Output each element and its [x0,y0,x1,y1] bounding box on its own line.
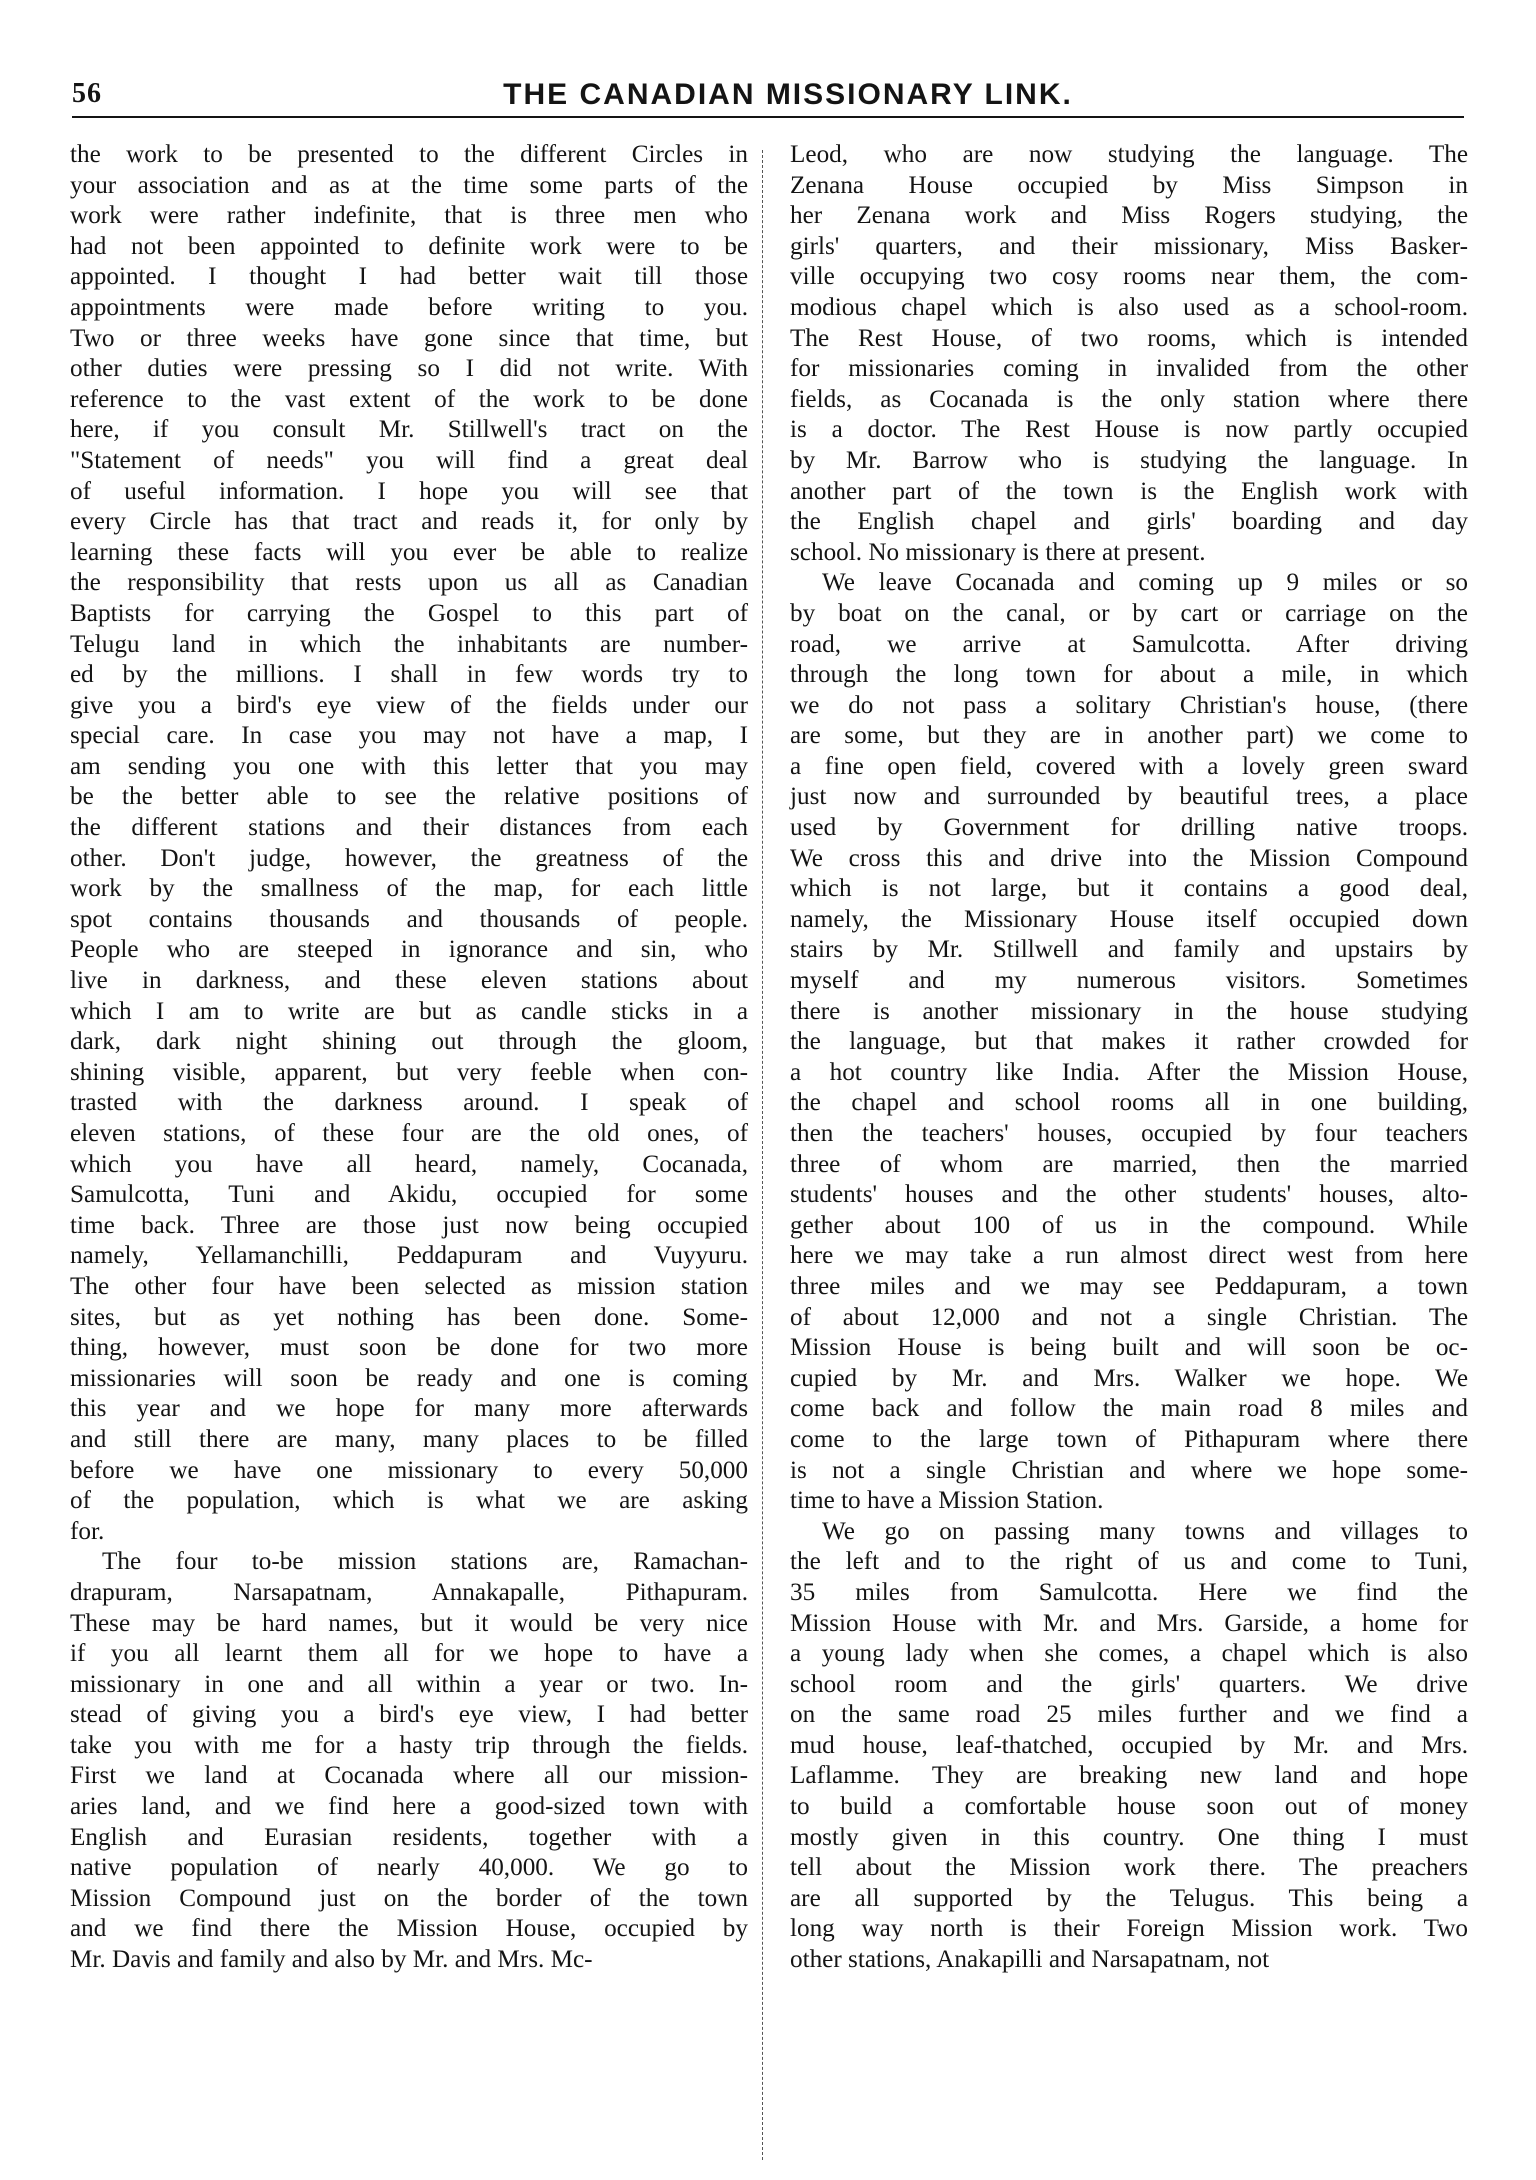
text-line: we do not pass a solitary Christian's house, (there [790,691,1468,719]
text-line: ed by the millions. I shall in few words try to [70,661,748,689]
text-line: work by the smallness of the map, for each little [70,875,748,903]
text-line: long way north is their Foreign Mission work. Two [790,1915,1468,1943]
text-line: cupied by Mr. and Mrs. Walker we hope. We [790,1364,1468,1392]
text-line: by boat on the canal, or by cart or carriage on the [790,599,1468,627]
text-line: We cross this and drive into the Mission Compound [790,844,1468,872]
text-line: We go on passing many towns and villages to [822,1517,1468,1545]
text-line: Baptists for carrying the Gospel to this part of [70,599,748,627]
paragraph [70,140,748,1547]
text-line: school room and the girls' quarters. We drive [790,1670,1468,1698]
text-line: on the same road 25 miles further and we find a [790,1701,1468,1729]
text-line: of the population, which is what we are asking [70,1487,748,1515]
text-line: eleven stations, of these four are the old ones, of [70,1120,748,1147]
text-line: by Mr. Barrow who is studying the language. In [790,446,1468,474]
text-line: gether about 100 of us in the compound. While [790,1211,1468,1239]
text-line: English and Eurasian residents, together with a [70,1823,748,1851]
text-line: a fine open field, covered with a lovely green sward [790,752,1468,780]
text-line: students' houses and the other students' houses, alto- [790,1181,1468,1209]
text-line: missionary in one and all within a year or two. In- [70,1670,748,1698]
text-line: missionaries will soon be ready and one is coming [70,1364,748,1392]
text-line: through the long town for about a mile, in which [790,661,1468,689]
text-line: the responsibility that rests upon us all as Canadian [70,569,748,597]
text-line: the left and to the right of us and come to Tuni, [790,1548,1468,1576]
text-line: come to the large town of Pithapuram where there [790,1425,1468,1453]
left-text-column [70,140,748,1976]
text-line: appointed. I thought I had better wait till those [70,263,748,291]
text-line: Mission House is being built and will soon be oc- [790,1334,1468,1362]
text-line: The other four have been selected as mission station [70,1272,748,1300]
text-line: road, we arrive at Samulcotta. After driving [790,630,1468,658]
text-line: The Rest House, of two rooms, which is intended [790,324,1468,352]
text-line: modious chapel which is also used as a school-room. [790,293,1468,321]
text-line: for missionaries coming in invalided from the other [790,355,1468,383]
text-line: for. [70,1517,105,1545]
text-line: girls' quarters, and their missionary, Miss Basker- [790,232,1468,260]
text-line: and we find there the Mission House, occupied by [70,1915,748,1943]
text-line: 35 miles from Samulcotta. Here we find the [790,1578,1468,1606]
text-line: appointments were made before writing to you. [70,293,748,321]
text-line: come back and follow the main road 8 miles and [790,1395,1468,1423]
text-line: Two or three weeks have gone since that time, but [70,324,748,352]
text-line: had not been appointed to definite work were to be [70,232,748,260]
text-line: the work to be presented to the different Circles in [70,141,748,168]
column-divider [762,150,763,2160]
text-line: The four to-be mission stations are, Ramachan- [102,1548,748,1576]
text-line: mud house, leaf-thatched, occupied by Mr. and Mrs. [790,1731,1468,1759]
text-line: Laflamme. They are breaking new land and hope [790,1762,1468,1790]
text-line: before we have one missionary to every 50,000 [70,1456,748,1484]
text-line: and still there are many, many places to be filled [70,1425,748,1453]
text-line: there is another missionary in the house studying [790,997,1468,1025]
text-line: other stations, Anakapilli and Narsapatnam, not [790,1946,1270,1974]
text-line: learning these facts will you ever be able to realize [70,538,748,566]
text-line: tell about the Mission work there. The preachers [790,1854,1468,1882]
paragraph [790,568,1468,1516]
text-line: the different stations and their distances from each [70,814,748,842]
text-line: trasted with the darkness around. I speak of [70,1089,748,1117]
text-line: thing, however, must soon be done for two more [70,1334,748,1362]
text-line: a hot country like India. After the Mission House, [790,1058,1468,1086]
text-line: just now and surrounded by beautiful trees, a place [790,783,1468,811]
text-line: Leod, who are now studying the language. The [790,141,1468,168]
text-line: which you have all heard, namely, Cocanada, [70,1150,748,1178]
text-line: your association and as at the time some parts of the [70,171,748,199]
paragraph [790,140,1468,568]
text-line: Mission Compound just on the border of the town [70,1884,748,1912]
text-line: live in darkness, and these eleven stations about [70,967,748,995]
text-line: are all supported by the Telugus. This being a [790,1884,1468,1912]
text-line: are some, but they are in another part) we come to [790,722,1468,750]
text-line: reference to the vast extent of the work to be done [70,385,748,413]
text-line: Zenana House occupied by Miss Simpson in [790,171,1468,199]
text-line: is a doctor. The Rest House is now partly occupied [790,416,1468,444]
text-line: First we land at Cocanada where all our mission- [70,1762,748,1790]
text-line: aries land, and we find here a good-sized town with [70,1793,748,1821]
text-line: the chapel and school rooms all in one building, [790,1089,1468,1117]
text-line: which I am to write are but as candle sticks in a [70,997,748,1025]
text-line: used by Government for drilling native troops. [790,814,1468,842]
text-line: "Statement of needs" you will find a great deal [70,446,748,474]
page-number: 56 [72,78,102,109]
text-line: Samulcotta, Tuni and Akidu, occupied for some [70,1181,748,1209]
text-line: drapuram, Narsapatnam, Annakapalle, Pithapuram. [70,1578,748,1606]
text-line: another part of the town is the English work with [790,477,1468,505]
text-line: of about 12,000 and not a single Christian. The [790,1303,1468,1331]
text-line: time to have a Mission Station. [790,1487,1104,1515]
text-line: three miles and we may see Peddapuram, a town [790,1272,1468,1300]
text-line: ville occupying two cosy rooms near them, the com- [790,263,1468,291]
text-line: give you a bird's eye view of the fields under our [70,691,748,719]
text-line: namely, Yellamanchilli, Peddapuram and Vuyyuru. [70,1242,748,1270]
text-line: stead of giving you a bird's eye view, I had better [70,1701,748,1729]
text-line: the language, but that makes it rather crowded for [790,1028,1468,1056]
text-line: school. No missionary is there at present. [790,538,1206,566]
text-line: other duties were pressing so I did not write. With [70,355,748,383]
text-line: a young lady when she comes, a chapel which is also [790,1640,1468,1668]
text-line: sites, but as yet nothing has been done. Some- [70,1303,748,1331]
text-line: take you with me for a hasty trip through the fields. [70,1731,748,1759]
text-line: her Zenana work and Miss Rogers studying, the [790,202,1468,230]
text-line: Mission House with Mr. and Mrs. Garside, a home for [790,1609,1468,1637]
text-line: here we may take a run almost direct west from here [790,1242,1468,1270]
text-line: to build a comfortable house soon out of money [790,1793,1468,1821]
text-line: We leave Cocanada and coming up 9 miles or so [822,569,1468,597]
text-line: other. Don't judge, however, the greatness of the [70,844,748,872]
text-line: myself and my numerous visitors. Sometimes [790,967,1468,995]
text-line: stairs by Mr. Stillwell and family and upstairs by [790,936,1468,964]
text-line: every Circle has that tract and reads it, for only by [70,508,748,536]
text-line: time back. Three are those just now being occupied [70,1211,748,1239]
text-line: if you all learnt them all for we hope to have a [70,1640,748,1668]
text-line: Telugu land in which the inhabitants are number- [70,630,748,658]
text-line: of useful information. I hope you will see that [70,477,748,505]
text-line: this year and we hope for many more afterwards [70,1395,748,1423]
text-line: am sending you one with this letter that you may [70,752,748,780]
running-header-title: THE CANADIAN MISSIONARY LINK. [503,78,1073,111]
text-line: here, if you consult Mr. Stillwell's tract on the [70,416,748,444]
text-line: which is not large, but it contains a good deal, [790,875,1468,903]
text-line: shining visible, apparent, but very feeble when con- [70,1058,748,1086]
text-line: native population of nearly 40,000. We go to [70,1854,748,1882]
text-line: the English chapel and girls' boarding and day [790,508,1468,536]
text-line: three of whom are married, then the married [790,1150,1468,1178]
right-text-column [790,140,1468,1976]
text-line: fields, as Cocanada is the only station where there [790,385,1468,413]
text-line: is not a single Christian and where we hope some- [790,1456,1468,1484]
text-line: dark, dark night shining out through the gloom, [70,1028,748,1056]
paragraph [70,1547,748,1975]
text-line: Mr. Davis and family and also by Mr. and Mrs. Mc- [70,1946,593,1974]
paragraph [790,1517,1468,1976]
text-line: spot contains thousands and thousands of people. [70,905,748,933]
text-line: People who are steeped in ignorance and sin, who [70,936,748,964]
text-line: special care. In case you may not have a map, I [70,722,748,750]
header-rule [72,116,1464,118]
text-line: be the better able to see the relative positions of [70,783,748,811]
text-line: These may be hard names, but it would be very nice [70,1609,748,1637]
text-line: work were rather indefinite, that is three men who [70,202,748,230]
text-line: then the teachers' houses, occupied by four teachers [790,1120,1468,1147]
text-line: mostly given in this country. One thing I must [790,1823,1468,1851]
text-line: namely, the Missionary House itself occupied down [790,905,1468,933]
